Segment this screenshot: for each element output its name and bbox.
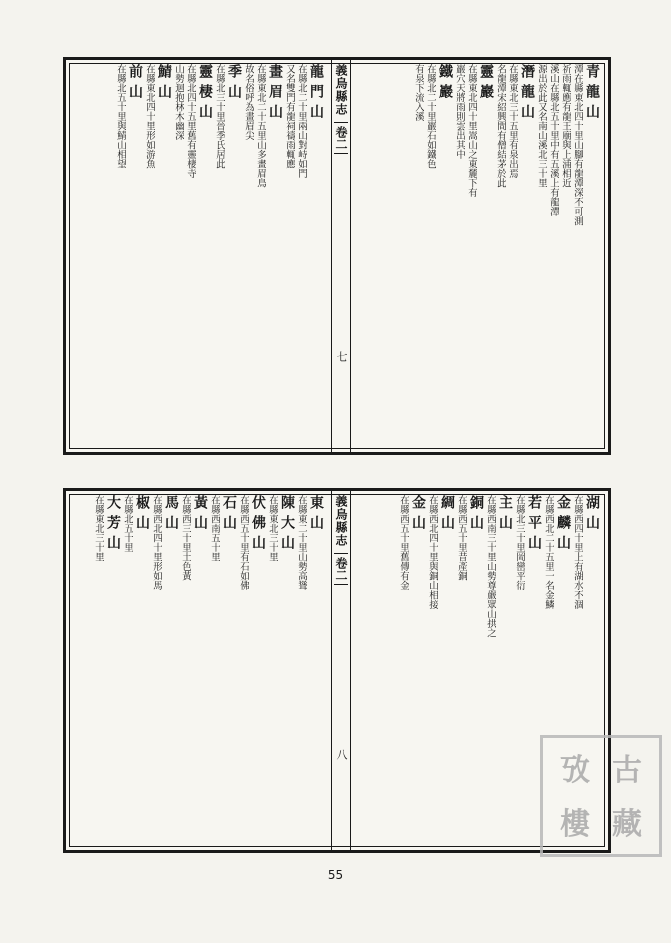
entry-heading: 潛龍山 bbox=[519, 64, 535, 124]
entry-heading: 季山 bbox=[226, 64, 242, 104]
upper-right-text-half bbox=[356, 64, 604, 448]
seal-character: 藏 bbox=[612, 807, 642, 842]
seal-character: 攷 bbox=[560, 753, 590, 788]
entry-text-column: 在縣西北四十里與銅山相接 bbox=[427, 495, 438, 609]
entry-heading: 石山 bbox=[221, 495, 237, 535]
gutter-folio-number: 七 bbox=[335, 351, 348, 362]
entry-text-column: 源出於此又名南山溪北三十里 bbox=[536, 64, 547, 188]
seal-character: 古 bbox=[612, 753, 642, 788]
entry-heading: 銅山 bbox=[468, 495, 484, 535]
entry-text-column: 故名俗呼為畫眉尖 bbox=[243, 64, 254, 140]
entry-heading: 前山 bbox=[127, 64, 143, 104]
entry-text-column: 在縣西五十里昔產銅 bbox=[456, 495, 467, 581]
entry-heading: 金山 bbox=[410, 495, 426, 535]
seal-character: 樓 bbox=[560, 807, 590, 842]
entry-text-column: 在縣東北四十里形如游魚 bbox=[144, 64, 155, 169]
lower-gutter bbox=[331, 491, 351, 850]
upper-page-block bbox=[63, 57, 611, 455]
entry-text-column: 在縣西三十里土色黃 bbox=[180, 495, 191, 581]
entry-heading: 湖山 bbox=[584, 495, 600, 535]
lower-page-block bbox=[63, 488, 611, 853]
entry-heading: 青龍山 bbox=[584, 64, 600, 124]
gutter-book-title: 義烏縣志 bbox=[334, 495, 348, 547]
entry-text-column: 溪山在縣北五十里中有五溪上有龍潭 bbox=[548, 64, 559, 216]
entry-text-column: 在縣西北二十五里一名金鱗 bbox=[543, 495, 554, 609]
entry-text-column: 在縣北四十五里舊有靈棲寺 bbox=[185, 64, 196, 178]
entry-heading: 馬山 bbox=[163, 495, 179, 535]
entry-text-column: 在縣西五十里舊傳有金 bbox=[398, 495, 409, 590]
entry-heading: 靈巖 bbox=[478, 64, 494, 104]
entry-text-column: 有泉下流入溪 bbox=[413, 64, 424, 121]
entry-text-column: 又名雙門有龍祠禱雨輒應 bbox=[284, 64, 295, 169]
entry-text-column: 在縣東北三十五里有泉出焉 bbox=[507, 64, 518, 178]
entry-text-column: 山勢迴抱林木幽深 bbox=[173, 64, 184, 140]
entry-text-column: 在縣西南五十里 bbox=[209, 495, 220, 562]
entry-text-column: 在縣東北三十里 bbox=[267, 495, 278, 562]
entry-heading: 靈棲山 bbox=[197, 64, 213, 124]
gutter-juan-label: 卷二 bbox=[334, 122, 348, 154]
entry-heading: 金麟山 bbox=[555, 495, 571, 555]
entry-heading: 主山 bbox=[497, 495, 513, 535]
entry-text-column: 在縣北三十里晉季氏居此 bbox=[214, 64, 225, 169]
entry-text-column: 在縣東北二十五里山多畫眉鳥 bbox=[255, 64, 266, 188]
entry-text-column: 名龍潭宋紹興間有僧結茅於此 bbox=[495, 64, 506, 188]
entry-text-column: 在縣東二十里山勢高聳 bbox=[296, 495, 307, 590]
entry-heading: 鯖山 bbox=[156, 64, 172, 104]
gutter-book-title: 義烏縣志 bbox=[334, 64, 348, 116]
lower-left-text-half bbox=[70, 495, 328, 846]
entry-heading: 陳大山 bbox=[279, 495, 295, 555]
upper-left-text-half bbox=[70, 64, 328, 448]
entry-heading: 東山 bbox=[308, 495, 324, 535]
entry-text-column: 潭在縣東北四十里山腳有龍潭深不可測 bbox=[572, 64, 583, 226]
entry-heading: 伏佛山 bbox=[250, 495, 266, 555]
entry-text-column: 祈雨輒應有龍王廟與上浦相近 bbox=[560, 64, 571, 188]
upper-gutter bbox=[331, 60, 351, 452]
entry-text-column: 在縣北五十里與鯖山相望 bbox=[115, 64, 126, 169]
entry-text-column: 在縣北二十里兩山對峙如門 bbox=[296, 64, 307, 178]
gutter-folio-number: 八 bbox=[335, 749, 348, 760]
entry-heading: 黃山 bbox=[192, 495, 208, 535]
entry-text-column: 在縣北三十里岡巒平衍 bbox=[514, 495, 525, 590]
entry-text-column: 在縣北五十里 bbox=[122, 495, 133, 552]
entry-text-column: 在縣西北四十里形如馬 bbox=[151, 495, 162, 590]
library-seal-stamp bbox=[540, 735, 662, 857]
entry-text-column: 在縣西五十里有石如佛 bbox=[238, 495, 249, 590]
entry-text-column: 在縣東北三十里 bbox=[93, 495, 104, 562]
entry-text-column: 在縣西南三十里山勢尊嚴眾山拱之 bbox=[485, 495, 496, 638]
gutter-juan-label: 卷二 bbox=[334, 553, 348, 585]
entry-text-column: 在縣西四十里上有湖水不涸 bbox=[572, 495, 583, 609]
entry-heading: 若平山 bbox=[526, 495, 542, 555]
entry-text-column: 在縣北二十里巖石如鐵色 bbox=[425, 64, 436, 169]
entry-heading: 鐵巖 bbox=[437, 64, 453, 104]
entry-heading: 綢山 bbox=[439, 495, 455, 535]
entry-heading: 椒山 bbox=[134, 495, 150, 535]
entry-heading: 大芳山 bbox=[105, 495, 121, 555]
entry-text-column: 巖穴天將雨則雲出其中 bbox=[454, 64, 465, 159]
page-number: 55 bbox=[327, 868, 344, 882]
entry-heading: 龍門山 bbox=[308, 64, 324, 124]
entry-text-column: 在縣東北四十里嵩山之東麓下有 bbox=[466, 64, 477, 197]
entry-heading: 畫眉山 bbox=[267, 64, 283, 124]
